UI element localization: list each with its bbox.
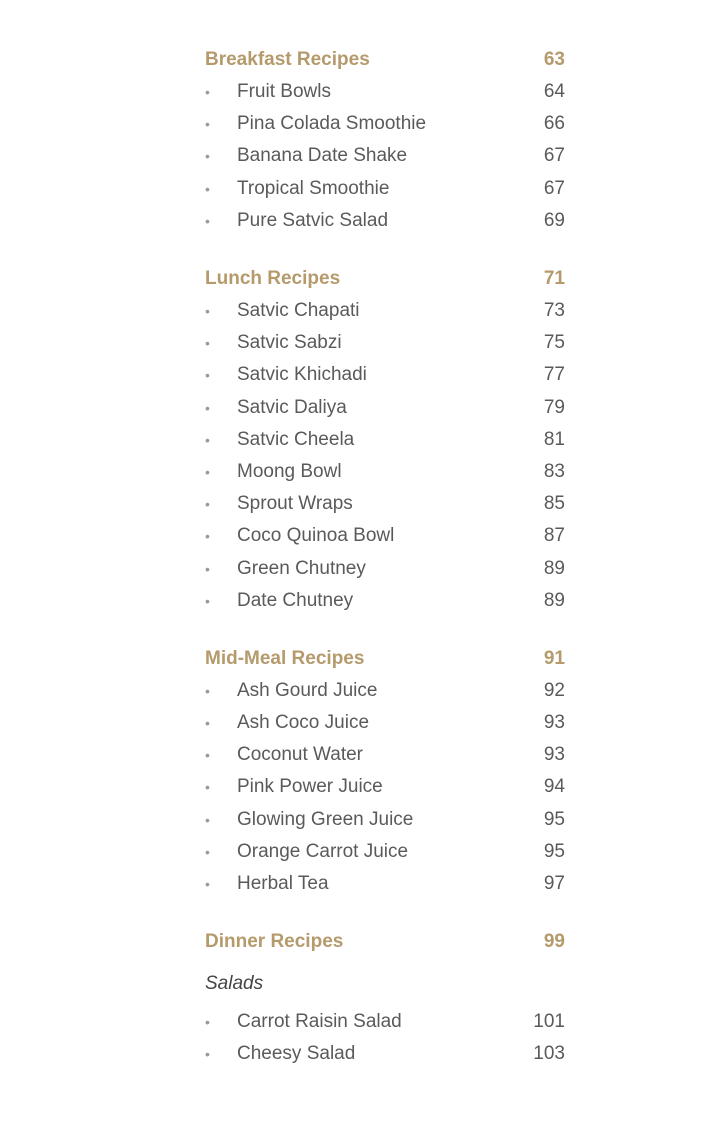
list-item[interactable] <box>205 707 565 739</box>
item-label: Sprout Wraps <box>237 493 353 515</box>
item-label: Green Chutney <box>237 557 366 579</box>
section-lunch <box>205 263 565 617</box>
bullet-icon: • <box>205 399 210 416</box>
bullet-icon: • <box>205 843 210 860</box>
item-page-number: 93 <box>543 712 565 734</box>
item-label: Carrot Raisin Salad <box>237 1011 402 1033</box>
bullet-icon: • <box>205 811 210 828</box>
item-page-number: 73 <box>543 300 565 322</box>
item-label: Satvic Khichadi <box>237 364 367 386</box>
list-item[interactable] <box>205 1038 565 1070</box>
section-breakfast <box>205 44 565 237</box>
item-page-number: 67 <box>543 177 565 199</box>
bullet-icon: • <box>205 747 210 764</box>
item-page-number: 66 <box>543 113 565 135</box>
bullet-icon: • <box>205 431 210 448</box>
section-heading[interactable] <box>205 263 565 295</box>
item-label: Moong Bowl <box>237 460 342 482</box>
list-item[interactable] <box>205 1006 565 1038</box>
list-item[interactable] <box>205 108 565 140</box>
bullet-icon: • <box>205 1046 210 1063</box>
item-label: Date Chutney <box>237 589 354 611</box>
item-page-number: 94 <box>543 776 565 798</box>
section-page-number: 99 <box>543 931 565 953</box>
list-item[interactable] <box>205 456 565 488</box>
list-item[interactable] <box>205 836 565 868</box>
section-title: Breakfast Recipes <box>205 49 370 70</box>
list-item[interactable] <box>205 771 565 803</box>
bullet-icon: • <box>205 1014 210 1031</box>
item-page-number: 95 <box>543 840 565 862</box>
section-page-number: 71 <box>543 267 565 289</box>
section-heading[interactable] <box>205 643 565 675</box>
item-page-number: 97 <box>543 873 565 895</box>
item-label: Orange Carrot Juice <box>237 840 409 862</box>
list-item[interactable] <box>205 173 565 205</box>
bullet-icon: • <box>205 715 210 732</box>
item-page-number: 83 <box>543 460 565 482</box>
item-page-number: 95 <box>543 808 565 830</box>
item-label: Pure Satvic Salad <box>237 209 389 231</box>
item-label: Satvic Sabzi <box>237 332 342 354</box>
item-page-number: 77 <box>543 364 565 386</box>
item-label: Banana Date Shake <box>237 145 408 167</box>
list-item[interactable] <box>205 295 565 327</box>
item-page-number: 93 <box>543 744 565 766</box>
item-page-number: 69 <box>543 209 565 231</box>
item-page-number: 81 <box>543 428 565 450</box>
table-of-contents <box>205 44 565 1071</box>
list-item[interactable] <box>205 327 565 359</box>
item-page-number: 103 <box>533 1043 565 1065</box>
bullet-icon: • <box>205 212 210 229</box>
bullet-icon: • <box>205 84 210 101</box>
bullet-icon: • <box>205 463 210 480</box>
section-page-number: 91 <box>543 647 565 669</box>
item-label: Satvic Chapati <box>237 300 360 322</box>
bullet-icon: • <box>205 682 210 699</box>
list-item[interactable] <box>205 488 565 520</box>
list-item[interactable] <box>205 359 565 391</box>
item-label: Ash Coco Juice <box>237 712 370 734</box>
section-dinner <box>205 926 565 1070</box>
bullet-icon: • <box>205 528 210 545</box>
item-page-number: 101 <box>533 1011 565 1033</box>
bullet-icon: • <box>205 116 210 133</box>
bullet-icon: • <box>205 335 210 352</box>
section-title: Dinner Recipes <box>205 931 344 953</box>
item-label: Pina Colada Smoothie <box>237 113 427 135</box>
item-page-number: 75 <box>543 332 565 354</box>
item-label: Satvic Cheela <box>237 428 355 450</box>
section-title: Lunch Recipes <box>205 267 341 289</box>
item-page-number: 64 <box>543 81 565 103</box>
item-page-number: 92 <box>543 679 565 701</box>
item-label: Coco Quinoa Bowl <box>237 525 395 547</box>
list-item[interactable] <box>205 804 565 836</box>
item-label: Tropical Smoothie <box>237 177 390 199</box>
list-item[interactable] <box>205 552 565 584</box>
bullet-icon: • <box>205 779 210 796</box>
bullet-icon: • <box>205 148 210 165</box>
item-label: Satvic Daliya <box>237 396 347 418</box>
bullet-icon: • <box>205 303 210 320</box>
item-page-number: 67 <box>543 145 565 167</box>
list-item[interactable] <box>205 76 565 108</box>
item-page-number: 89 <box>543 589 565 611</box>
item-label: Ash Gourd Juice <box>237 679 378 701</box>
list-item[interactable] <box>205 520 565 552</box>
list-item[interactable] <box>205 392 565 424</box>
list-item[interactable] <box>205 675 565 707</box>
list-item[interactable] <box>205 424 565 456</box>
bullet-icon: • <box>205 876 210 893</box>
bullet-icon: • <box>205 592 210 609</box>
bullet-icon: • <box>205 560 210 577</box>
section-heading[interactable] <box>205 44 565 76</box>
item-page-number: 85 <box>543 493 565 515</box>
list-item[interactable] <box>205 868 565 900</box>
section-title: Mid-Meal Recipes <box>205 647 365 669</box>
item-label: Cheesy Salad <box>237 1043 356 1065</box>
list-item[interactable] <box>205 739 565 771</box>
item-label: Herbal Tea <box>237 873 329 895</box>
item-label: Fruit Bowls <box>237 81 331 103</box>
subsection-heading: Salads <box>205 973 264 995</box>
section-page-number: 63 <box>543 49 565 70</box>
item-label: Pink Power Juice <box>237 776 383 798</box>
list-item[interactable] <box>205 585 565 617</box>
bullet-icon: • <box>205 496 210 513</box>
section-heading[interactable] <box>205 926 565 958</box>
item-label: Glowing Green Juice <box>237 808 414 830</box>
item-page-number: 89 <box>543 557 565 579</box>
item-page-number: 79 <box>543 396 565 418</box>
list-item[interactable] <box>205 140 565 172</box>
section-mid-meal <box>205 643 565 900</box>
bullet-icon: • <box>205 367 210 384</box>
item-page-number: 87 <box>543 525 565 547</box>
item-label: Coconut Water <box>237 744 364 766</box>
list-item[interactable] <box>205 205 565 237</box>
bullet-icon: • <box>205 180 210 197</box>
